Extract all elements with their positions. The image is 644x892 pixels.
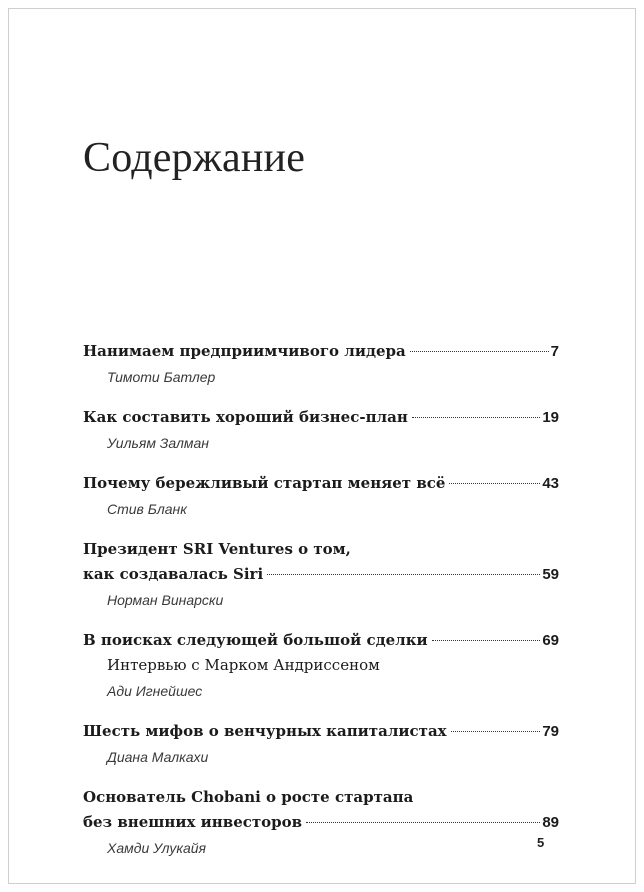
- toc-entry-title-line: [83, 785, 559, 810]
- toc-entry-title-line: [83, 719, 559, 744]
- toc-entry-title-line: [83, 471, 559, 496]
- toc-entry-page: 79: [542, 723, 559, 740]
- toc-entry-author: Хамди Улукайя: [107, 840, 207, 856]
- book-page: [8, 8, 636, 884]
- dot-leader: [451, 731, 541, 732]
- toc-entry-title-line: [83, 628, 559, 653]
- toc-entry: [83, 471, 559, 520]
- page-number: 5: [537, 835, 545, 850]
- toc-entry-title: Как составить хороший бизнес-план: [83, 408, 408, 426]
- dot-leader: [412, 417, 540, 418]
- toc-entry: [83, 719, 559, 768]
- toc-entry-page: 69: [542, 632, 559, 649]
- toc-entry-page: 19: [542, 409, 559, 426]
- toc-entry-author: Стив Бланк: [107, 501, 187, 517]
- table-of-contents: [83, 339, 559, 876]
- toc-entry-title: Президент SRI Ventures о том,: [83, 540, 351, 558]
- toc-entry-title: Нанимаем предприимчивого лидера: [83, 342, 406, 360]
- toc-entry-title-line: [83, 339, 559, 364]
- toc-entry-title-line: [83, 810, 559, 835]
- dot-leader: [449, 483, 540, 484]
- toc-entry-page: 89: [542, 814, 559, 831]
- dot-leader: [267, 574, 540, 575]
- toc-entry-title-line: [83, 562, 559, 587]
- toc-entry-title: Почему бережливый стартап меняет всё: [83, 474, 446, 492]
- toc-entry-title: Шесть мифов о венчурных капиталистах: [83, 722, 447, 740]
- page-title: Содержание: [83, 135, 306, 181]
- toc-entry: [83, 339, 559, 388]
- toc-entry: [83, 405, 559, 454]
- toc-entry-author: Ади Игнейшес: [107, 683, 203, 699]
- toc-entry-title: Основатель Chobani о росте стартапа: [83, 788, 414, 806]
- toc-entry-author: Тимоти Батлер: [107, 369, 216, 385]
- toc-entry-author: Диана Малкахи: [107, 749, 209, 765]
- dot-leader: [432, 640, 541, 641]
- toc-entry: [83, 628, 559, 702]
- toc-entry-page: 59: [542, 566, 559, 583]
- toc-entry-title-line: [83, 405, 559, 430]
- toc-entry: [83, 537, 559, 611]
- toc-entry-author: Уильям Залман: [107, 435, 210, 451]
- toc-entry-page: 43: [542, 475, 559, 492]
- toc-entry-page: 7: [550, 343, 559, 360]
- toc-entry-subtitle: Интервью с Марком Андриссеном: [107, 656, 380, 674]
- toc-entry: [83, 785, 559, 859]
- toc-entry-title-continued: как создавалась Siri: [83, 565, 264, 583]
- dot-leader: [306, 822, 540, 823]
- toc-entry-title-continued: без внешних инвесторов: [83, 813, 303, 831]
- toc-entry-title-line: [83, 537, 559, 562]
- toc-entry-author: Норман Винарски: [107, 592, 224, 608]
- dot-leader: [410, 351, 549, 352]
- toc-entry-title: В поисках следующей большой сделки: [83, 631, 428, 649]
